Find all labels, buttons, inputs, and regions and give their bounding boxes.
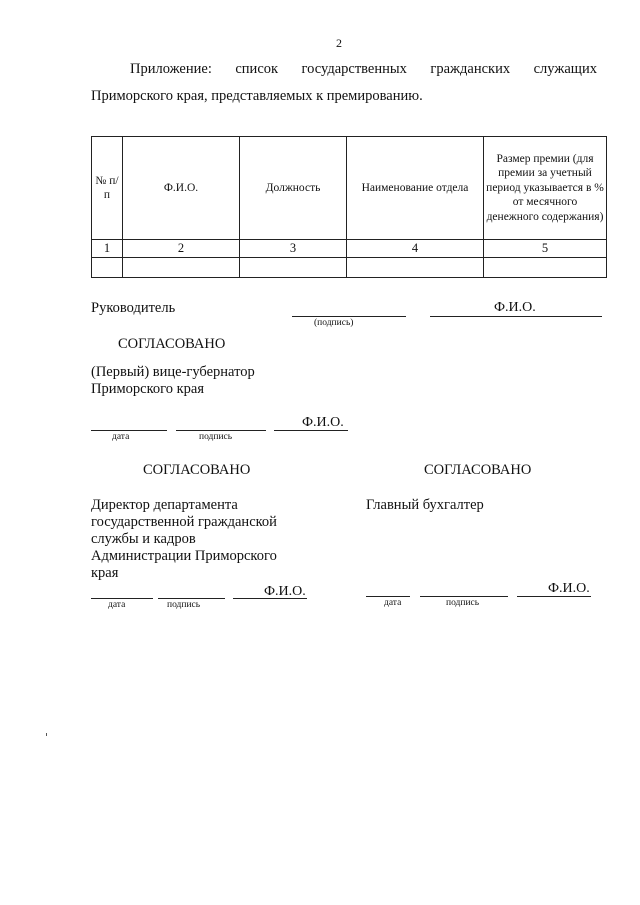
approval1-date-caption: дата (112, 432, 130, 442)
header-cell-department: Наименование отдела (347, 137, 484, 240)
approval1-fio: Ф.И.О. (302, 415, 344, 430)
head-label: Руководитель (91, 300, 176, 316)
header-cell-number: № п/п (92, 137, 123, 240)
approval2-position-line: службы и кадров (91, 531, 196, 547)
table-cell: 1 (92, 240, 123, 258)
approval2-position-line: края (91, 565, 119, 581)
approval2-fio-line (233, 598, 307, 599)
header-cell-position: Должность (240, 137, 347, 240)
title-word: список (235, 61, 279, 77)
table-number-row (92, 240, 607, 258)
approval3-date-line (366, 596, 410, 597)
approval1-position-line: Приморского края (91, 381, 205, 397)
head-sign-caption: (подпись) (314, 318, 354, 328)
approval3-fio: Ф.И.О. (548, 581, 590, 596)
table-row (92, 258, 607, 278)
approval2-position-line: Директор департамента (91, 497, 238, 513)
approval2-position-line: Администрации Приморского (91, 548, 277, 564)
approval3-sign-line (420, 596, 508, 597)
table-cell (347, 258, 484, 278)
approval3-fio-line (517, 596, 591, 597)
approval1-position-line: (Первый) вице-губернатор (91, 364, 255, 380)
approval1-heading: СОГЛАСОВАНО (118, 336, 226, 352)
header-cell-name: Ф.И.О. (123, 137, 240, 240)
approval1-sign-line (176, 430, 266, 431)
approval3-sign-caption: подпись (446, 598, 480, 608)
page-number: 2 (336, 36, 342, 50)
table-cell: 4 (347, 240, 484, 258)
table-cell: 2 (123, 240, 240, 258)
head-fio: Ф.И.О. (494, 300, 536, 315)
table-cell (92, 258, 123, 278)
approval1-date-line (91, 430, 167, 431)
approval2-position-line: государственной гражданской (91, 514, 277, 530)
approval3-date-caption: дата (384, 598, 402, 608)
approval2-fio: Ф.И.О. (264, 584, 306, 599)
approval2-heading: СОГЛАСОВАНО (143, 462, 251, 478)
approval2-sign-line (158, 598, 225, 599)
approval3-heading: СОГЛАСОВАНО (424, 462, 532, 478)
title-word: служащих (533, 61, 597, 77)
table-cell (484, 258, 607, 278)
head-sign-line (292, 316, 406, 317)
title-word: государственных (301, 61, 407, 77)
scan-mark (46, 733, 47, 736)
table-cell (123, 258, 240, 278)
approval3-position-line: Главный бухгалтер (366, 497, 484, 513)
approval1-fio-line (274, 430, 348, 431)
table-cell: 5 (484, 240, 607, 258)
title-word: Приложение: (130, 61, 212, 77)
title-word: гражданских (430, 61, 511, 77)
title-line-2: Приморского края, представляемых к премированию. (91, 88, 423, 104)
approval2-date-line (91, 598, 153, 599)
approval1-sign-caption: подпись (199, 432, 233, 442)
employee-table (91, 136, 607, 278)
approval2-sign-caption: подпись (167, 600, 201, 610)
approval2-date-caption: дата (108, 600, 126, 610)
head-fio-line (430, 316, 602, 317)
header-cell-bonus: Размер премии (для премии за учетный период указывается в % от месячного денежного содержания) (484, 137, 607, 240)
table-cell (240, 258, 347, 278)
table-cell: 3 (240, 240, 347, 258)
title-line-1 (130, 61, 597, 78)
table-header-row (92, 137, 607, 240)
